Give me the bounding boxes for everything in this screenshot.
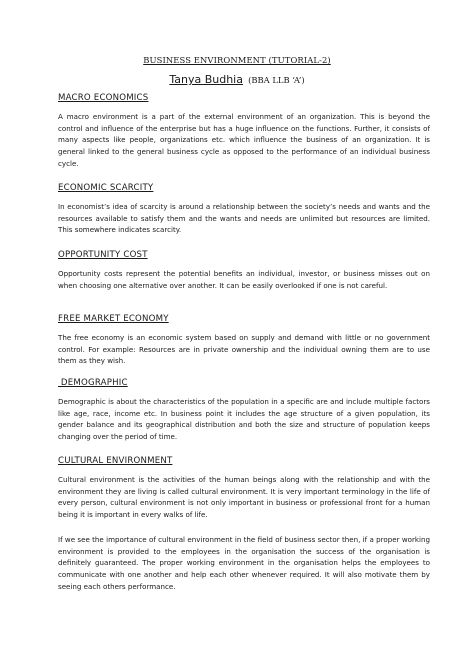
section-heading-macro-economics: MACRO ECONOMICS	[58, 93, 149, 103]
paragraph-cultural-environment-1: Cultural environment is the activities of the human beings along with the relationship and with the environment they are living is called cultural environment. It is very important terminology in the life of every person, cultural environment is not only important in business or professional front for a human being it is important in every walks of life.	[58, 475, 430, 520]
author-name: Tanya Budhia	[169, 73, 243, 86]
paragraph-opportunity-cost: Opportunity costs represent the potential benefits an individual, investor, or business misses out on when choosing one alternative over another. It can be easily overlooked if one is not careful.	[58, 269, 430, 290]
section-heading-free-market-economy: FREE MARKET ECONOMY	[58, 314, 169, 324]
author-course: (BBA LLB ‘A’)	[248, 75, 305, 85]
paragraph-macro-economics: A macro environment is a part of the external environment of an organization. This is beyond the control and influence of the enterprise but has a huge influence on the functions. Further, it consists of many aspects like people, organizations etc. which influence the business of an organization. It is general linked to the general business cycle as opposed to the performance of an individual business cycle.	[58, 112, 430, 168]
section-heading-opportunity-cost: OPPORTUNITY COST	[58, 250, 148, 260]
paragraph-cultural-environment-2: If we see the importance of cultural environment in the field of business sector then, if a proper working environment is provided to the employees in the organisation the success of the organisation is definitely guaranteed. The proper working environment in the organisation helps the employees to communicate with one another and help each other whenever required. It will also motivate them by seeing each others performance.	[58, 535, 430, 591]
section-heading-cultural-environment: CULTURAL ENVIRONMENT	[58, 456, 173, 466]
section-heading-demographic: DEMOGRAPHIC	[58, 378, 128, 388]
section-heading-economic-scarcity: ECONOMIC SCARCITY	[58, 183, 154, 193]
paragraph-demographic: Demographic is about the characteristics of the population in a specific are and include multiple factors like age, race, income etc. In business point it includes the age structure of a given population, its gender balance and its geographical distribution and both the size and structure of population keeps changing over the period of time.	[58, 397, 430, 442]
paragraph-free-market-economy: The free economy is an economic system based on supply and demand with little or no government control. For example: Resources are in private ownership and the individual owning them are to use them as they wish.	[58, 333, 430, 366]
document-title: BUSINESS ENVIRONMENT (TUTORIAL-2)	[143, 55, 331, 65]
paragraph-economic-scarcity: In economist’s idea of scarcity is around a relationship between the society’s needs and wants and the resources available to satisfy them and the wants and needs are unlimited but resources are limited. This somewhere indicates scarcity.	[58, 202, 430, 235]
document-author	[0, 68, 474, 87]
